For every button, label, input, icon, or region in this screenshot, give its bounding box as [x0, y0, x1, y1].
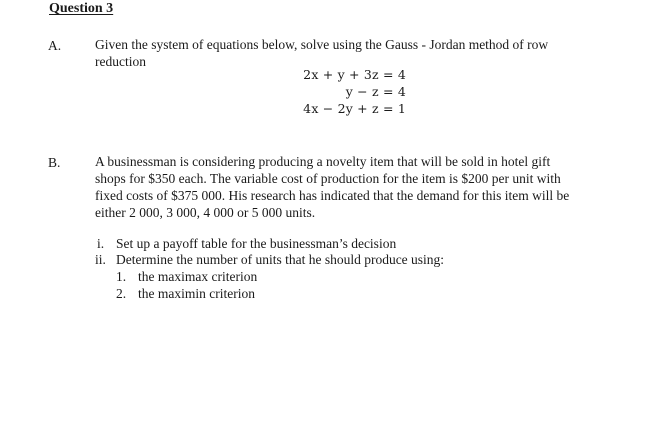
criterion-text: the maximax criterion	[138, 269, 258, 284]
criterion-marker: 2.	[116, 286, 127, 301]
sub-item-marker: ii.	[95, 252, 106, 267]
criterion-text: the maximin criterion	[138, 286, 255, 301]
criterion-marker: 1.	[116, 269, 127, 284]
equation-1: 2x + y + 3z = 4	[303, 67, 406, 82]
part-b-line-3: fixed costs of $375 000. His research has indicated that the demand for this item will be	[95, 188, 570, 203]
part-a-line-1: Given the system of equations below, solve using the Gauss - Jordan method of row	[95, 37, 549, 52]
part-b-line-2: shops for $350 each. The variable cost of production for the item is $200 per unit with	[95, 171, 561, 186]
part-b-line-4: either 2 000, 3 000, 4 000 or 5 000 units.	[95, 205, 316, 220]
part-a-line-2: reduction	[95, 54, 146, 69]
criterion-2	[116, 286, 255, 302]
criterion-1	[116, 269, 257, 285]
sub-item-text: Set up a payoff table for the businessman’s decision	[116, 236, 397, 251]
part-b-line-1: A businessman is considering producing a novelty item that will be sold in hotel gift	[95, 154, 551, 169]
sub-item-text: Determine the number of units that he should produce using:	[116, 252, 445, 267]
sub-item-ii	[95, 252, 444, 268]
question-heading: Question 3	[49, 1, 114, 16]
equation-2: y − z = 4	[345, 84, 406, 99]
sub-item-marker: i.	[97, 236, 105, 251]
part-b-scenario	[95, 153, 625, 221]
part-b-label: B.	[48, 155, 61, 170]
equation-3: 4x − 2y + z = 1	[303, 101, 406, 116]
sub-item-i	[97, 236, 396, 252]
part-a-label: A.	[48, 38, 62, 53]
part-a-instructions	[95, 36, 625, 70]
